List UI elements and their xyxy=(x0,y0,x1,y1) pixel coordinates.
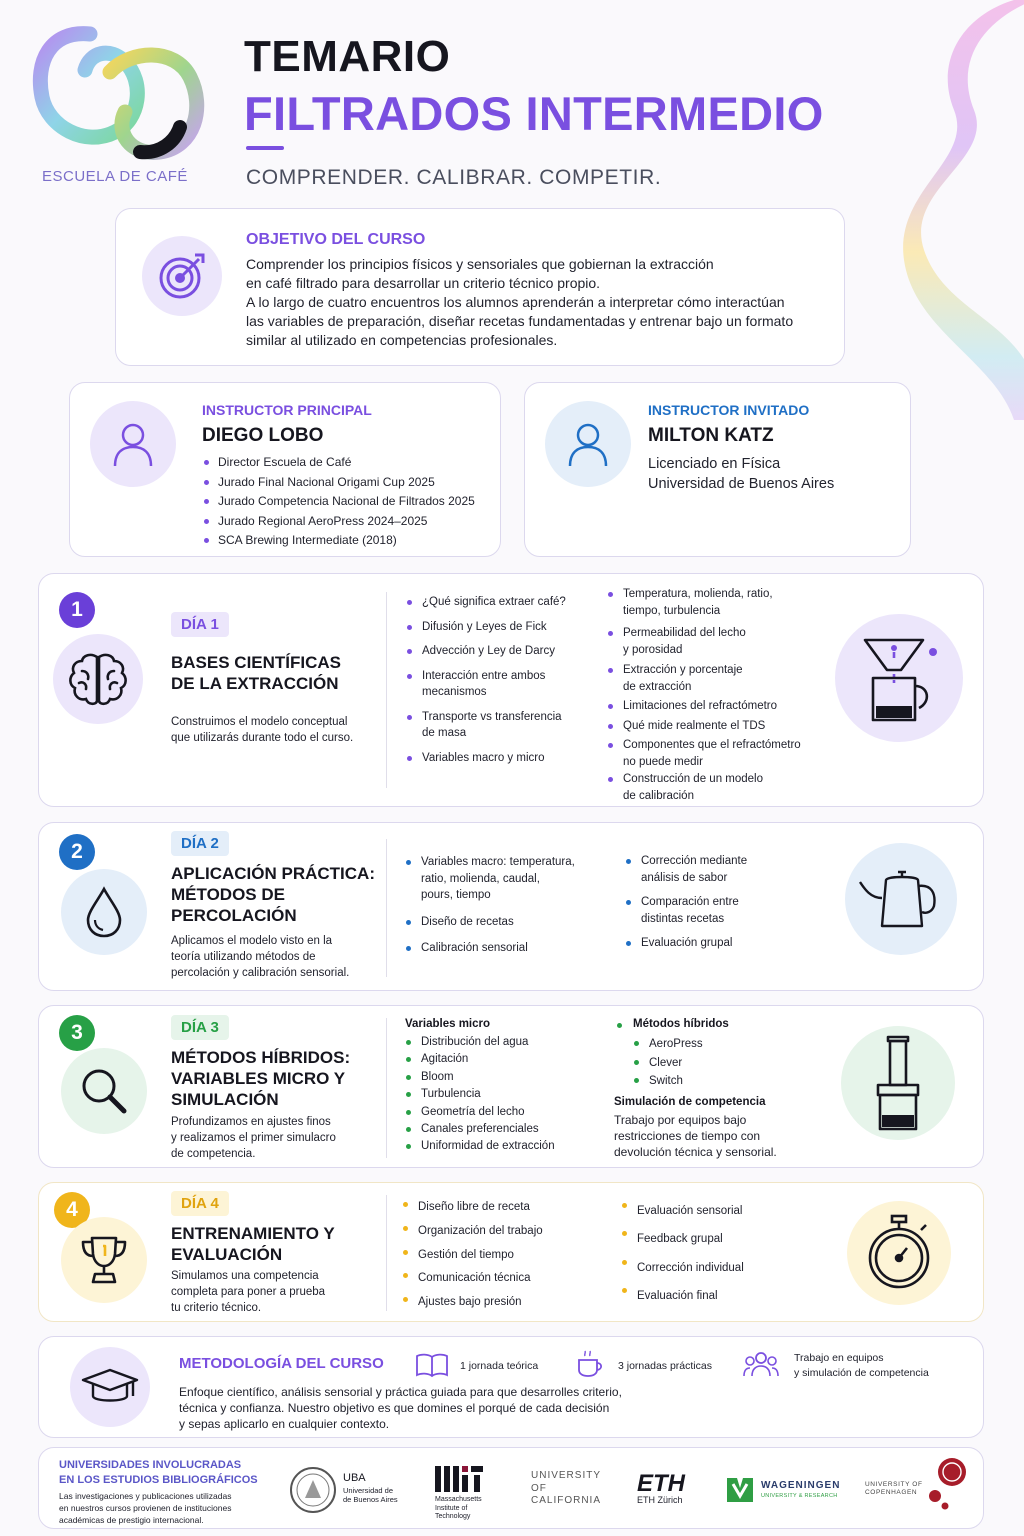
objective-title: OBJETIVO DEL CURSO xyxy=(246,231,426,248)
guest-instructor-degree: Licenciado en Física xyxy=(648,456,781,472)
decorative-swirl xyxy=(864,0,1024,420)
page-subtitle: FILTRADOS INTERMEDIO xyxy=(244,87,824,140)
topic-item: Geometría del lecho xyxy=(405,1104,605,1121)
topic-item: Evaluación final xyxy=(621,1282,801,1310)
book-icon xyxy=(415,1352,449,1378)
topic-item: Evaluación grupal xyxy=(625,935,815,952)
topic-item: AeroPress xyxy=(633,1035,783,1054)
magnifier-icon xyxy=(61,1048,147,1134)
day-2-card xyxy=(38,822,984,991)
topic-item: Qué mide realmente el TDS xyxy=(607,718,837,735)
divider xyxy=(386,839,387,977)
day-description: Aplicamos el modelo visto en la teoría utilizando métodos de percolación y calibración sensorial. xyxy=(171,935,350,979)
topic-item: Canales preferenciales xyxy=(405,1121,605,1138)
topic-list-1 xyxy=(402,1196,602,1315)
topic-item: Difusión y Leyes de Fick xyxy=(406,619,596,636)
mit-logo xyxy=(435,1466,483,1492)
methodology-item-teams: Trabajo en equipos y simulación de competencia xyxy=(794,1352,929,1379)
target-icon xyxy=(142,236,222,316)
guest-instructor-card xyxy=(524,382,911,557)
topic-item: Switch xyxy=(633,1072,783,1091)
topic-item: Evaluación sensorial xyxy=(621,1197,801,1225)
divider xyxy=(386,1018,387,1158)
topic-item: Comparación entre distintas recetas xyxy=(625,894,815,927)
bullet-dot xyxy=(617,1023,622,1028)
wageningen-name: WAGENINGEN xyxy=(761,1480,841,1491)
day-3-card xyxy=(38,1005,984,1168)
day-number-badge: 1 xyxy=(59,592,95,628)
topic-item: Clever xyxy=(633,1054,783,1073)
topic-item: Extracción y porcentaje de extracción xyxy=(607,662,837,695)
topic-item: Feedback grupal xyxy=(621,1225,801,1253)
coffee-cup-icon xyxy=(576,1350,606,1378)
objective-line: A lo largo de cuatro encuentros los alumnos aprenderán a interpretar cómo interactúan xyxy=(246,294,785,310)
wageningen-logo-mark xyxy=(727,1478,753,1502)
day-number-badge: 3 xyxy=(59,1015,95,1051)
methodology-item-practice: 3 jornadas prácticas xyxy=(618,1360,712,1372)
subheading: Simulación de competencia xyxy=(614,1096,766,1108)
main-instructor-card xyxy=(69,382,501,557)
competition-description: Trabajo por equipos bajo restricciones de tiempo con devolución técnica y sensorial. xyxy=(614,1113,777,1159)
topic-item: Turbulencia xyxy=(405,1086,605,1103)
eth-sub: ETH Zürich xyxy=(637,1495,683,1505)
copenhagen-seal-logo xyxy=(925,1456,973,1516)
aeropress-icon xyxy=(841,1026,955,1140)
topic-item: Corrección individual xyxy=(621,1254,801,1282)
methodology-line: Enfoque científico, análisis sensorial y práctica guiada para que desarrolles criterio, xyxy=(179,1385,622,1399)
credential-item: Jurado Competencia Nacional de Filtrados 2025 xyxy=(204,494,475,514)
topic-item: Uniformidad de extracción xyxy=(405,1138,605,1155)
day-description: Construimos el modelo conceptual que utilizarás durante todo el curso. xyxy=(171,716,354,744)
credential-item: Jurado Final Nacional Origami Cup 2025 xyxy=(204,475,475,495)
mit-name: Massachusetts Institute of Technology xyxy=(435,1496,482,1520)
topic-list-2 xyxy=(607,586,837,804)
day-description: Profundizamos en ajustes finos y realizamos el primer simulacro de competencia. xyxy=(171,1116,336,1160)
credential-item: Jurado Regional AeroPress 2024–2025 xyxy=(204,514,475,534)
main-instructor-credentials xyxy=(204,455,475,553)
uba-full-name: Universidad de de Buenos Aires xyxy=(343,1486,398,1504)
methodology-line: técnica y confianza. Nuestro objetivo es que domines el porqué de cada decisión xyxy=(179,1401,610,1415)
topic-item: Bloom xyxy=(405,1069,605,1086)
topic-list-2 xyxy=(633,1035,783,1091)
topic-item: Construcción de un modelo de calibración xyxy=(607,771,837,804)
topic-list-1 xyxy=(405,1034,605,1156)
topic-item: Calibración sensorial xyxy=(405,940,605,957)
user-icon xyxy=(90,401,176,487)
topic-item: ¿Qué significa extraer café? xyxy=(406,594,596,611)
escuela-logo xyxy=(30,22,210,172)
day-badge: DÍA 1 xyxy=(171,612,229,637)
divider xyxy=(386,592,387,788)
eth-logo-text: ETH xyxy=(637,1470,685,1497)
day-number-badge: 2 xyxy=(59,834,95,870)
objective-line: las variables de preparación, diseñar recetas fundamentadas y entrenar bajo un formato xyxy=(246,313,794,329)
day-number-badge: 4 xyxy=(54,1192,90,1228)
day-badge: DÍA 3 xyxy=(171,1015,229,1040)
brain-icon xyxy=(53,634,143,724)
methodology-card xyxy=(38,1336,984,1438)
objective-line: similar al utilizado en competencias profesionales. xyxy=(246,332,558,348)
copenhagen-name: UNIVERSITY OF COPENHAGEN xyxy=(865,1481,923,1496)
pour-over-dripper-icon xyxy=(835,614,963,742)
topic-item: Variables macro y micro xyxy=(406,750,596,767)
topic-item: Transporte vs transferencia de masa xyxy=(406,709,596,742)
universities-title: UNIVERSIDADES INVOLUCRADAS EN LOS ESTUDIOS BIBLIOGRÁFICOS xyxy=(59,1459,258,1486)
trophy-icon xyxy=(61,1217,147,1303)
topic-item: Variables macro: temperatura, ratio, molienda, caudal, pours, tiempo xyxy=(405,854,605,904)
gooseneck-kettle-icon xyxy=(845,843,957,955)
uba-short-name: UBA xyxy=(343,1472,366,1484)
topic-item: Advección y Ley de Darcy xyxy=(406,643,596,660)
methodology-title: METODOLOGÍA DEL CURSO xyxy=(179,1355,384,1372)
topic-item: Organización del trabajo xyxy=(402,1220,602,1244)
topic-item: Agitación xyxy=(405,1051,605,1068)
topic-item: Interacción entre ambos mecanismos xyxy=(406,668,596,701)
methodology-line: y sepas aplicarlo en cualquier contexto. xyxy=(179,1417,390,1431)
day-title: MÉTODOS HÍBRIDOS: VARIABLES MICRO Y SIMULACIÓN xyxy=(171,1048,351,1109)
objective-line: en café filtrado para desarrollar un criterio técnico propio. xyxy=(246,275,601,291)
day-description: Simulamos una competencia completa para poner a prueba tu criterio técnico. xyxy=(171,1270,326,1314)
objective-line: Comprender los principios físicos y sensoriales que gobiernan la extracción xyxy=(246,256,714,272)
guest-instructor-university: Universidad de Buenos Aires xyxy=(648,476,835,492)
team-icon xyxy=(743,1350,779,1378)
credential-item: SCA Brewing Intermediate (2018) xyxy=(204,533,475,553)
topic-item: Temperatura, molienda, ratio, tiempo, turbulencia xyxy=(607,586,837,619)
topic-item: Componentes que el refractómetro no puede medir xyxy=(607,737,837,770)
objective-card xyxy=(115,208,845,366)
day-badge: DÍA 4 xyxy=(171,1191,229,1216)
day-title: ENTRENAMIENTO Y EVALUACIÓN xyxy=(171,1224,335,1264)
uc-logo-text: UNIVERSITY OF CALIFORNIA xyxy=(531,1470,602,1506)
guest-instructor-name: MILTON KATZ xyxy=(648,425,774,446)
title-underline xyxy=(246,146,284,150)
topic-item: Distribución del agua xyxy=(405,1034,605,1051)
subheading: Métodos híbridos xyxy=(633,1018,729,1030)
tagline: COMPRENDER. CALIBRAR. COMPETIR. xyxy=(246,166,662,189)
topic-item: Gestión del tiempo xyxy=(402,1244,602,1268)
graduation-cap-icon xyxy=(70,1347,150,1427)
day-1-card xyxy=(38,573,984,807)
topic-item: Ajustes bajo presión xyxy=(402,1291,602,1315)
user-icon xyxy=(545,401,631,487)
topic-list-1 xyxy=(406,594,596,766)
logo-text: ESCUELA DE CAFÉ xyxy=(42,168,188,185)
water-drop-icon xyxy=(61,869,147,955)
main-instructor-name: DIEGO LOBO xyxy=(202,425,324,446)
topic-list-2 xyxy=(625,853,815,952)
topic-item: Diseño libre de receta xyxy=(402,1196,602,1220)
topic-item: Diseño de recetas xyxy=(405,914,605,931)
guest-instructor-label: INSTRUCTOR INVITADO xyxy=(648,402,810,418)
day-badge: DÍA 2 xyxy=(171,831,229,856)
page-title: TEMARIO xyxy=(244,32,451,81)
topic-item: Limitaciones del refractómetro xyxy=(607,698,837,715)
wageningen-sub: UNIVERSITY & RESEARCH xyxy=(761,1493,838,1499)
topic-item: Corrección mediante análisis de sabor xyxy=(625,853,815,886)
day-title: BASES CIENTÍFICAS DE LA EXTRACCIÓN xyxy=(171,653,342,693)
universities-description: Las investigaciones y publicaciones utilizadas en nuestros cursos provienen de instituciones académicas de prestigio internacional. xyxy=(59,1491,232,1525)
day-4-card xyxy=(38,1182,984,1322)
universities-card xyxy=(38,1447,984,1529)
topic-list-2 xyxy=(621,1197,801,1310)
uba-seal-logo xyxy=(289,1466,337,1514)
methodology-item-theory: 1 jornada teórica xyxy=(460,1360,539,1372)
topic-item: Comunicación técnica xyxy=(402,1267,602,1291)
main-instructor-label: INSTRUCTOR PRINCIPAL xyxy=(202,402,372,418)
subheading: Variables micro xyxy=(405,1018,491,1030)
topic-item: Permeabilidad del lecho y porosidad xyxy=(607,625,837,658)
divider xyxy=(386,1195,387,1311)
day-title: APLICACIÓN PRÁCTICA: MÉTODOS DE PERCOLACIÓN xyxy=(171,864,375,925)
topic-list-1 xyxy=(405,854,605,957)
credential-item: Director Escuela de Café xyxy=(204,455,475,475)
stopwatch-icon xyxy=(847,1201,951,1305)
